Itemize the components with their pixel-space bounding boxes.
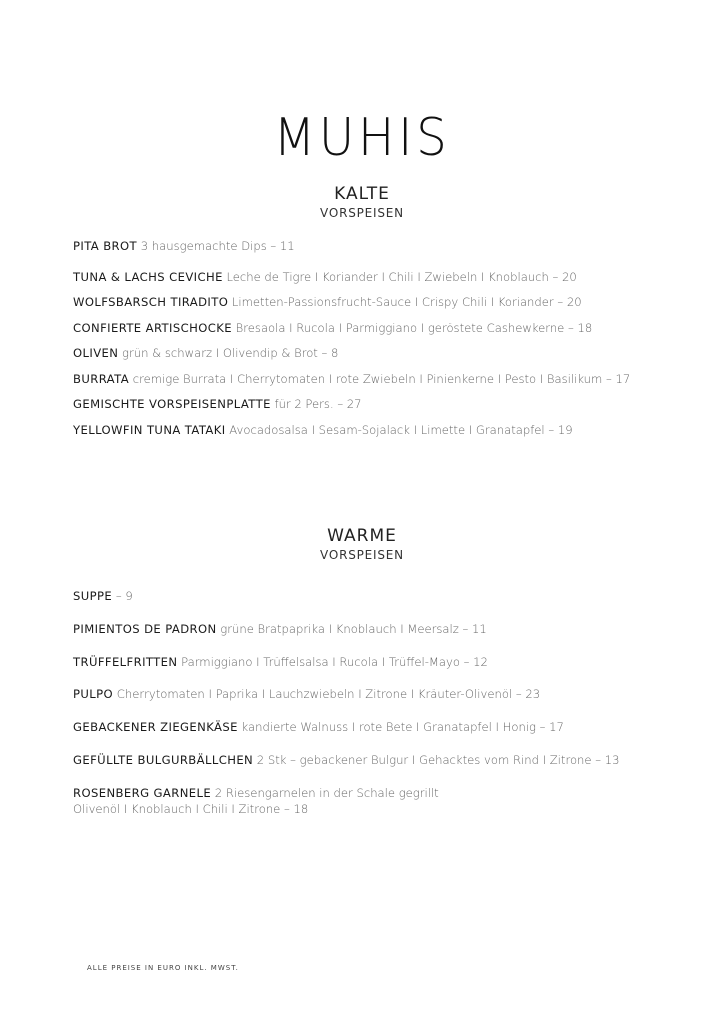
- item-description: grün & schwarz I Olivendip & Brot – 8: [118, 346, 339, 360]
- item-description: für 2 Pers. – 27: [270, 397, 362, 411]
- item-name: PITA BROT: [73, 239, 138, 253]
- section-subtitle-kalte: VORSPEISEN: [320, 206, 404, 220]
- item-name: GEBACKENER ZIEGENKÄSE: [73, 720, 238, 734]
- item-description: cremige Burrata I Cherrytomaten I rote Zwiebeln I Pinienkerne I Pesto I Basilikum – 17: [129, 372, 631, 386]
- item-name: GEMISCHTE VORSPEISENPLATTE: [73, 397, 271, 411]
- item-description-line2: Olivenöl I Knoblauch I Chili I Zitrone – 18: [73, 802, 309, 816]
- item-description: – 9: [112, 589, 133, 603]
- item-name: YELLOWFIN TUNA TATAKI: [73, 423, 226, 437]
- price-footnote: ALLE PREISE IN EURO INKL. MWST.: [87, 964, 239, 972]
- section-subtitle-warme: VORSPEISEN: [320, 548, 404, 562]
- menu-item: [73, 294, 582, 310]
- item-description: Parmiggiano I Trüffelsalsa I Rucola I Trüffel-Mayo – 12: [177, 655, 488, 669]
- menu-item: [73, 588, 133, 604]
- item-name: TUNA & LACHS CEVICHE: [73, 270, 223, 284]
- menu-item: [73, 621, 487, 637]
- item-name: OLIVEN: [73, 346, 119, 360]
- item-description: Limetten-Passionsfrucht-Sauce I Crispy Chili I Koriander – 20: [228, 295, 582, 309]
- menu-item: [73, 371, 630, 387]
- menu-item: [73, 238, 295, 254]
- item-name: PULPO: [73, 687, 114, 701]
- menu-item: [73, 396, 362, 412]
- section-title-kalte: KALTE: [334, 184, 390, 204]
- item-name: CONFIERTE ARTISCHOCKE: [73, 321, 232, 335]
- menu-item: [73, 345, 338, 361]
- item-description: 2 Riesengarnelen in der Schale gegrillt: [211, 786, 439, 800]
- item-description: 2 Stk – gebackener Bulgur I Gehacktes vom Rind I Zitrone – 13: [253, 753, 620, 767]
- item-name: ROSENBERG GARNELE: [73, 786, 212, 800]
- item-description: Leche de Tigre I Koriander I Chili I Zwiebeln I Knoblauch – 20: [222, 270, 577, 284]
- menu-item: [73, 422, 573, 438]
- menu-item: [73, 686, 540, 702]
- menu-item: [73, 269, 577, 285]
- menu-item: [73, 785, 439, 817]
- restaurant-logo: MUHIS: [273, 108, 451, 168]
- item-name: PIMIENTOS DE PADRON: [73, 622, 217, 636]
- item-description: Avocadosalsa I Sesam-Sojalack I Limette I Granatapfel – 19: [225, 423, 573, 437]
- menu-item: [73, 320, 592, 336]
- item-name: BURRATA: [73, 372, 130, 386]
- menu-item: [73, 719, 564, 735]
- item-description: Bresaola I Rucola I Parmiggiano I geröstete Cashewkerne – 18: [231, 321, 593, 335]
- item-description: grüne Bratpaprika I Knoblauch I Meersalz – 11: [216, 622, 487, 636]
- item-name: SUPPE: [73, 589, 113, 603]
- item-name: TRÜFFELFRITTEN: [73, 655, 178, 669]
- item-description: kandierte Walnuss I rote Bete I Granatapfel I Honig – 17: [237, 720, 564, 734]
- item-name: WOLFSBARSCH TIRADITO: [73, 295, 229, 309]
- item-description: Cherrytomaten I Paprika I Lauchzwiebeln I Zitrone I Kräuter-Olivenöl – 23: [113, 687, 541, 701]
- menu-item: [73, 654, 488, 670]
- item-description: 3 hausgemachte Dips – 11: [137, 239, 295, 253]
- menu-item: [73, 752, 619, 768]
- item-name: GEFÜLLTE BULGURBÄLLCHEN: [73, 753, 254, 767]
- section-title-warme: WARME: [327, 526, 397, 546]
